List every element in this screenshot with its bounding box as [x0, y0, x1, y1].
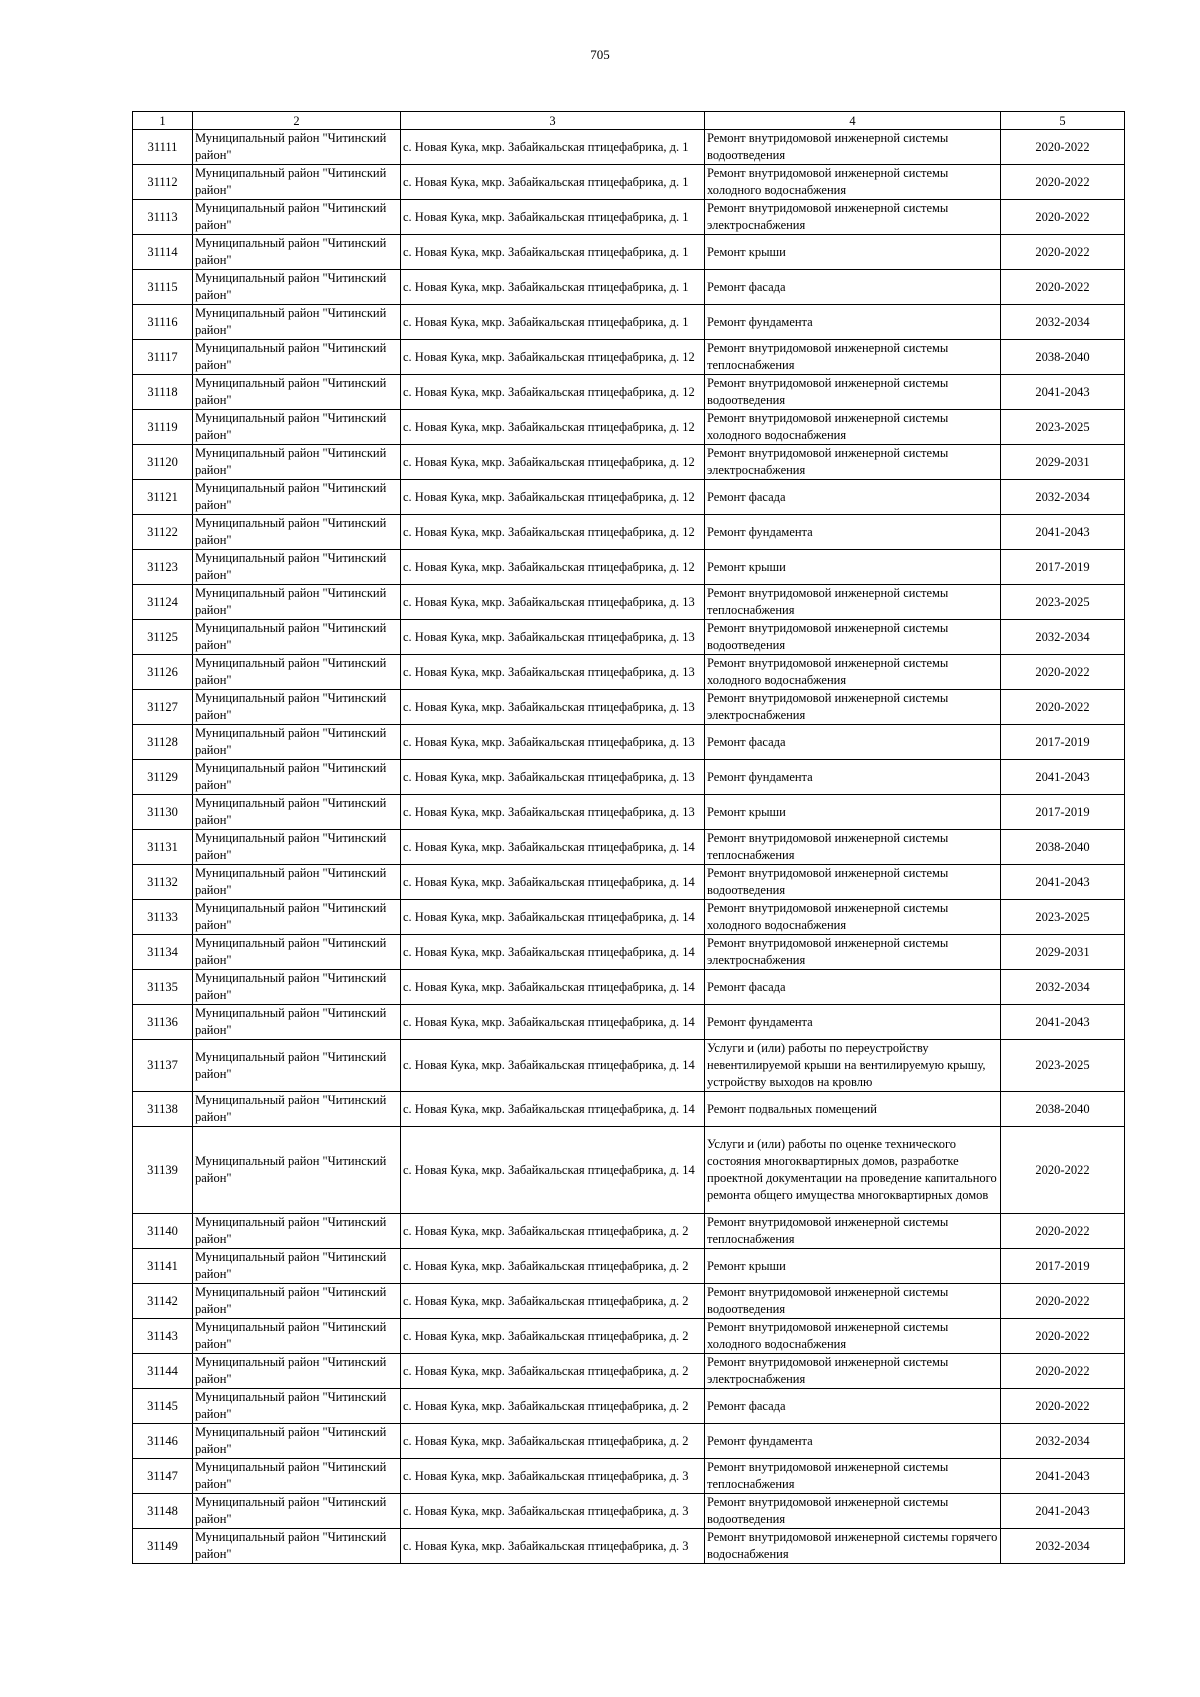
- cell-number: 31149: [133, 1529, 193, 1564]
- cell-work-type: Ремонт внутридомовой инженерной системы водоотведения: [705, 375, 1001, 410]
- cell-municipality: Муниципальный район "Читинский район": [193, 830, 401, 865]
- cell-address: с. Новая Кука, мкр. Забайкальская птицефабрика, д. 1: [401, 305, 705, 340]
- cell-work-type: Ремонт внутридомовой инженерной системы холодного водоснабжения: [705, 410, 1001, 445]
- cell-work-type: Ремонт фасада: [705, 480, 1001, 515]
- table-row: [133, 690, 1125, 725]
- cell-period: 2017-2019: [1001, 725, 1125, 760]
- cell-work-type: Ремонт внутридомовой инженерной системы электроснабжения: [705, 445, 1001, 480]
- cell-address: с. Новая Кука, мкр. Забайкальская птицефабрика, д. 1: [401, 165, 705, 200]
- cell-number: 31126: [133, 655, 193, 690]
- cell-work-type: Ремонт фасада: [705, 725, 1001, 760]
- cell-period: 2020-2022: [1001, 235, 1125, 270]
- cell-address: с. Новая Кука, мкр. Забайкальская птицефабрика, д. 1: [401, 200, 705, 235]
- cell-address: с. Новая Кука, мкр. Забайкальская птицефабрика, д. 12: [401, 375, 705, 410]
- cell-period: 2020-2022: [1001, 1319, 1125, 1354]
- cell-period: 2032-2034: [1001, 620, 1125, 655]
- cell-number: 31127: [133, 690, 193, 725]
- cell-number: 31134: [133, 935, 193, 970]
- cell-address: с. Новая Кука, мкр. Забайкальская птицефабрика, д. 13: [401, 620, 705, 655]
- table-row: [133, 270, 1125, 305]
- cell-number: 31123: [133, 550, 193, 585]
- cell-municipality: Муниципальный район "Читинский район": [193, 1389, 401, 1424]
- table-row: [133, 410, 1125, 445]
- cell-address: с. Новая Кука, мкр. Забайкальская птицефабрика, д. 3: [401, 1494, 705, 1529]
- cell-address: с. Новая Кука, мкр. Забайкальская птицефабрика, д. 12: [401, 340, 705, 375]
- cell-period: 2041-2043: [1001, 1005, 1125, 1040]
- table-row: [133, 1005, 1125, 1040]
- cell-address: с. Новая Кука, мкр. Забайкальская птицефабрика, д. 14: [401, 1127, 705, 1214]
- table-row: [133, 830, 1125, 865]
- cell-address: с. Новая Кука, мкр. Забайкальская птицефабрика, д. 12: [401, 480, 705, 515]
- cell-municipality: Муниципальный район "Читинский район": [193, 655, 401, 690]
- cell-municipality: Муниципальный район "Читинский район": [193, 1319, 401, 1354]
- cell-municipality: Муниципальный район "Читинский район": [193, 480, 401, 515]
- cell-period: 2041-2043: [1001, 1459, 1125, 1494]
- table-row: [133, 1249, 1125, 1284]
- table-row: [133, 1529, 1125, 1564]
- cell-work-type: Ремонт внутридомовой инженерной системы водоотведения: [705, 1494, 1001, 1529]
- cell-period: 2020-2022: [1001, 165, 1125, 200]
- cell-municipality: Муниципальный район "Читинский район": [193, 515, 401, 550]
- cell-period: 2023-2025: [1001, 410, 1125, 445]
- cell-work-type: Ремонт крыши: [705, 1249, 1001, 1284]
- cell-number: 31125: [133, 620, 193, 655]
- cell-municipality: Муниципальный район "Читинский район": [193, 1040, 401, 1092]
- cell-period: 2020-2022: [1001, 270, 1125, 305]
- cell-work-type: Ремонт фундамента: [705, 1005, 1001, 1040]
- table-row: [133, 305, 1125, 340]
- cell-work-type: Ремонт внутридомовой инженерной системы водоотведения: [705, 130, 1001, 165]
- table-row: [133, 340, 1125, 375]
- cell-municipality: Муниципальный район "Читинский район": [193, 760, 401, 795]
- cell-address: с. Новая Кука, мкр. Забайкальская птицефабрика, д. 14: [401, 865, 705, 900]
- table-row: [133, 130, 1125, 165]
- cell-work-type: Ремонт фундамента: [705, 515, 1001, 550]
- cell-period: 2032-2034: [1001, 1529, 1125, 1564]
- cell-municipality: Муниципальный район "Читинский район": [193, 340, 401, 375]
- cell-number: 31121: [133, 480, 193, 515]
- cell-period: 2032-2034: [1001, 305, 1125, 340]
- cell-period: 2020-2022: [1001, 1214, 1125, 1249]
- cell-municipality: Муниципальный район "Читинский район": [193, 130, 401, 165]
- cell-municipality: Муниципальный район "Читинский район": [193, 1494, 401, 1529]
- cell-period: 2038-2040: [1001, 340, 1125, 375]
- cell-period: 2041-2043: [1001, 375, 1125, 410]
- cell-address: с. Новая Кука, мкр. Забайкальская птицефабрика, д. 13: [401, 760, 705, 795]
- table-row: [133, 655, 1125, 690]
- cell-municipality: Муниципальный район "Читинский район": [193, 200, 401, 235]
- cell-municipality: Муниципальный район "Читинский район": [193, 1127, 401, 1214]
- cell-period: 2023-2025: [1001, 1040, 1125, 1092]
- cell-number: 31139: [133, 1127, 193, 1214]
- cell-number: 31117: [133, 340, 193, 375]
- cell-number: 31148: [133, 1494, 193, 1529]
- cell-address: с. Новая Кука, мкр. Забайкальская птицефабрика, д. 2: [401, 1354, 705, 1389]
- cell-work-type: Ремонт внутридомовой инженерной системы водоотведения: [705, 865, 1001, 900]
- cell-address: с. Новая Кука, мкр. Забайкальская птицефабрика, д. 3: [401, 1529, 705, 1564]
- cell-address: с. Новая Кука, мкр. Забайкальская птицефабрика, д. 13: [401, 795, 705, 830]
- cell-municipality: Муниципальный район "Читинский район": [193, 620, 401, 655]
- cell-municipality: Муниципальный район "Читинский район": [193, 1424, 401, 1459]
- cell-address: с. Новая Кука, мкр. Забайкальская птицефабрика, д. 14: [401, 900, 705, 935]
- cell-municipality: Муниципальный район "Читинский район": [193, 1354, 401, 1389]
- column-header: 2: [193, 112, 401, 130]
- cell-number: 31138: [133, 1092, 193, 1127]
- cell-period: 2020-2022: [1001, 690, 1125, 725]
- cell-number: 31145: [133, 1389, 193, 1424]
- table-row: [133, 1494, 1125, 1529]
- cell-municipality: Муниципальный район "Читинский район": [193, 550, 401, 585]
- cell-municipality: Муниципальный район "Читинский район": [193, 1459, 401, 1494]
- table-row: [133, 515, 1125, 550]
- cell-municipality: Муниципальный район "Читинский район": [193, 410, 401, 445]
- cell-work-type: Ремонт фасада: [705, 270, 1001, 305]
- cell-municipality: Муниципальный район "Читинский район": [193, 865, 401, 900]
- cell-municipality: Муниципальный район "Читинский район": [193, 585, 401, 620]
- cell-work-type: Ремонт фундамента: [705, 1424, 1001, 1459]
- cell-municipality: Муниципальный район "Читинский район": [193, 1214, 401, 1249]
- cell-number: 31141: [133, 1249, 193, 1284]
- cell-number: 31128: [133, 725, 193, 760]
- cell-address: с. Новая Кука, мкр. Забайкальская птицефабрика, д. 14: [401, 1040, 705, 1092]
- cell-address: с. Новая Кука, мкр. Забайкальская птицефабрика, д. 14: [401, 1092, 705, 1127]
- cell-municipality: Муниципальный район "Читинский район": [193, 165, 401, 200]
- cell-address: с. Новая Кука, мкр. Забайкальская птицефабрика, д. 3: [401, 1459, 705, 1494]
- table-row: [133, 900, 1125, 935]
- cell-work-type: Ремонт внутридомовой инженерной системы электроснабжения: [705, 935, 1001, 970]
- cell-work-type: Ремонт внутридомовой инженерной системы электроснабжения: [705, 690, 1001, 725]
- cell-address: с. Новая Кука, мкр. Забайкальская птицефабрика, д. 12: [401, 445, 705, 480]
- table-row: [133, 1424, 1125, 1459]
- cell-work-type: Ремонт внутридомовой инженерной системы холодного водоснабжения: [705, 655, 1001, 690]
- cell-number: 31120: [133, 445, 193, 480]
- cell-period: 2029-2031: [1001, 445, 1125, 480]
- cell-work-type: Ремонт внутридомовой инженерной системы холодного водоснабжения: [705, 165, 1001, 200]
- table-row: [133, 725, 1125, 760]
- cell-period: 2020-2022: [1001, 1127, 1125, 1214]
- cell-municipality: Муниципальный район "Читинский район": [193, 935, 401, 970]
- cell-period: 2041-2043: [1001, 760, 1125, 795]
- cell-number: 31124: [133, 585, 193, 620]
- cell-municipality: Муниципальный район "Читинский район": [193, 305, 401, 340]
- cell-work-type: Ремонт внутридомовой инженерной системы водоотведения: [705, 1284, 1001, 1319]
- cell-period: 2020-2022: [1001, 130, 1125, 165]
- cell-number: 31143: [133, 1319, 193, 1354]
- cell-work-type: Услуги и (или) работы по оценке технического состояния многоквартирных домов, разработке проектной документации на проведение капитального ремонта общего имущества многоквартирных домов: [705, 1127, 1001, 1214]
- cell-number: 31137: [133, 1040, 193, 1092]
- cell-municipality: Муниципальный район "Читинский район": [193, 375, 401, 410]
- cell-number: 31132: [133, 865, 193, 900]
- cell-number: 31142: [133, 1284, 193, 1319]
- cell-number: 31113: [133, 200, 193, 235]
- cell-period: 2032-2034: [1001, 970, 1125, 1005]
- cell-municipality: Муниципальный район "Читинский район": [193, 1284, 401, 1319]
- cell-period: 2023-2025: [1001, 585, 1125, 620]
- cell-municipality: Муниципальный район "Читинский район": [193, 900, 401, 935]
- table-row: [133, 375, 1125, 410]
- cell-work-type: Ремонт крыши: [705, 235, 1001, 270]
- table-row: [133, 1354, 1125, 1389]
- cell-municipality: Муниципальный район "Читинский район": [193, 235, 401, 270]
- cell-work-type: Услуги и (или) работы по переустройству невентилируемой крыши на вентилируемую крышу, устройству выходов на кровлю: [705, 1040, 1001, 1092]
- cell-address: с. Новая Кука, мкр. Забайкальская птицефабрика, д. 12: [401, 550, 705, 585]
- cell-address: с. Новая Кука, мкр. Забайкальская птицефабрика, д. 2: [401, 1319, 705, 1354]
- table-row: [133, 1127, 1125, 1214]
- cell-number: 31133: [133, 900, 193, 935]
- table-body: [133, 130, 1125, 1564]
- table-row: [133, 865, 1125, 900]
- cell-number: 31140: [133, 1214, 193, 1249]
- cell-work-type: Ремонт крыши: [705, 795, 1001, 830]
- cell-address: с. Новая Кука, мкр. Забайкальская птицефабрика, д. 2: [401, 1214, 705, 1249]
- cell-number: 31136: [133, 1005, 193, 1040]
- cell-number: 31144: [133, 1354, 193, 1389]
- cell-period: 2029-2031: [1001, 935, 1125, 970]
- cell-period: 2020-2022: [1001, 655, 1125, 690]
- cell-address: с. Новая Кука, мкр. Забайкальская птицефабрика, д. 1: [401, 270, 705, 305]
- table-row: [133, 1459, 1125, 1494]
- cell-municipality: Муниципальный район "Читинский район": [193, 1249, 401, 1284]
- cell-period: 2038-2040: [1001, 830, 1125, 865]
- cell-work-type: Ремонт внутридомовой инженерной системы теплоснабжения: [705, 1459, 1001, 1494]
- cell-work-type: Ремонт внутридомовой инженерной системы холодного водоснабжения: [705, 900, 1001, 935]
- table-row: [133, 1319, 1125, 1354]
- cell-work-type: Ремонт фундамента: [705, 305, 1001, 340]
- cell-address: с. Новая Кука, мкр. Забайкальская птицефабрика, д. 12: [401, 515, 705, 550]
- cell-work-type: Ремонт фундамента: [705, 760, 1001, 795]
- cell-period: 2020-2022: [1001, 1389, 1125, 1424]
- table-row: [133, 1040, 1125, 1092]
- cell-number: 31114: [133, 235, 193, 270]
- cell-period: 2020-2022: [1001, 1354, 1125, 1389]
- cell-address: с. Новая Кука, мкр. Забайкальская птицефабрика, д. 13: [401, 655, 705, 690]
- cell-address: с. Новая Кука, мкр. Забайкальская птицефабрика, д. 12: [401, 410, 705, 445]
- cell-period: 2017-2019: [1001, 550, 1125, 585]
- cell-period: 2041-2043: [1001, 1494, 1125, 1529]
- capital-repair-table: [132, 111, 1125, 1564]
- cell-address: с. Новая Кука, мкр. Забайкальская птицефабрика, д. 14: [401, 1005, 705, 1040]
- table-row: [133, 795, 1125, 830]
- cell-number: 31131: [133, 830, 193, 865]
- cell-period: 2041-2043: [1001, 515, 1125, 550]
- cell-municipality: Муниципальный район "Читинский район": [193, 725, 401, 760]
- cell-number: 31118: [133, 375, 193, 410]
- cell-work-type: Ремонт внутридомовой инженерной системы холодного водоснабжения: [705, 1319, 1001, 1354]
- page-number: 705: [590, 47, 610, 62]
- cell-work-type: Ремонт фасада: [705, 1389, 1001, 1424]
- cell-municipality: Муниципальный район "Читинский район": [193, 270, 401, 305]
- column-header: 3: [401, 112, 705, 130]
- cell-work-type: Ремонт крыши: [705, 550, 1001, 585]
- cell-municipality: Муниципальный район "Читинский район": [193, 1092, 401, 1127]
- cell-municipality: Муниципальный район "Читинский район": [193, 690, 401, 725]
- cell-number: 31112: [133, 165, 193, 200]
- cell-municipality: Муниципальный район "Читинский район": [193, 795, 401, 830]
- table-row: [133, 585, 1125, 620]
- column-header: 5: [1001, 112, 1125, 130]
- cell-number: 31122: [133, 515, 193, 550]
- cell-municipality: Муниципальный район "Читинский район": [193, 1005, 401, 1040]
- cell-address: с. Новая Кука, мкр. Забайкальская птицефабрика, д. 14: [401, 935, 705, 970]
- cell-address: с. Новая Кука, мкр. Забайкальская птицефабрика, д. 14: [401, 830, 705, 865]
- cell-work-type: Ремонт внутридомовой инженерной системы электроснабжения: [705, 1354, 1001, 1389]
- table-row: [133, 480, 1125, 515]
- cell-work-type: Ремонт внутридомовой инженерной системы теплоснабжения: [705, 340, 1001, 375]
- cell-number: 31146: [133, 1424, 193, 1459]
- cell-municipality: Муниципальный район "Читинский район": [193, 1529, 401, 1564]
- cell-work-type: Ремонт внутридомовой инженерной системы водоотведения: [705, 620, 1001, 655]
- table-row: [133, 1092, 1125, 1127]
- cell-number: 31147: [133, 1459, 193, 1494]
- table-row: [133, 550, 1125, 585]
- cell-municipality: Муниципальный район "Читинский район": [193, 970, 401, 1005]
- cell-number: 31111: [133, 130, 193, 165]
- cell-period: 2032-2034: [1001, 480, 1125, 515]
- table-row: [133, 970, 1125, 1005]
- table-row: [133, 935, 1125, 970]
- table-row: [133, 200, 1125, 235]
- cell-work-type: Ремонт внутридомовой инженерной системы теплоснабжения: [705, 585, 1001, 620]
- cell-address: с. Новая Кука, мкр. Забайкальская птицефабрика, д. 13: [401, 690, 705, 725]
- cell-address: с. Новая Кука, мкр. Забайкальская птицефабрика, д. 2: [401, 1389, 705, 1424]
- cell-address: с. Новая Кука, мкр. Забайкальская птицефабрика, д. 1: [401, 130, 705, 165]
- table-row: [133, 1214, 1125, 1249]
- cell-address: с. Новая Кука, мкр. Забайкальская птицефабрика, д. 13: [401, 585, 705, 620]
- table-header-row: [133, 112, 1125, 130]
- cell-period: 2017-2019: [1001, 1249, 1125, 1284]
- cell-address: с. Новая Кука, мкр. Забайкальская птицефабрика, д. 13: [401, 725, 705, 760]
- table-row: [133, 620, 1125, 655]
- cell-address: с. Новая Кука, мкр. Забайкальская птицефабрика, д. 2: [401, 1424, 705, 1459]
- cell-municipality: Муниципальный район "Читинский район": [193, 445, 401, 480]
- cell-address: с. Новая Кука, мкр. Забайкальская птицефабрика, д. 14: [401, 970, 705, 1005]
- cell-number: 31116: [133, 305, 193, 340]
- cell-period: 2020-2022: [1001, 1284, 1125, 1319]
- table-row: [133, 1389, 1125, 1424]
- cell-period: 2020-2022: [1001, 200, 1125, 235]
- cell-work-type: Ремонт фасада: [705, 970, 1001, 1005]
- cell-period: 2032-2034: [1001, 1424, 1125, 1459]
- table-row: [133, 1284, 1125, 1319]
- cell-period: 2041-2043: [1001, 865, 1125, 900]
- cell-work-type: Ремонт внутридомовой инженерной системы электроснабжения: [705, 200, 1001, 235]
- cell-work-type: Ремонт подвальных помещений: [705, 1092, 1001, 1127]
- cell-address: с. Новая Кука, мкр. Забайкальская птицефабрика, д. 1: [401, 235, 705, 270]
- cell-period: 2023-2025: [1001, 900, 1125, 935]
- cell-period: 2038-2040: [1001, 1092, 1125, 1127]
- cell-work-type: Ремонт внутридомовой инженерной системы горячего водоснабжения: [705, 1529, 1001, 1564]
- table-row: [133, 165, 1125, 200]
- cell-address: с. Новая Кука, мкр. Забайкальская птицефабрика, д. 2: [401, 1284, 705, 1319]
- table-row: [133, 760, 1125, 795]
- column-header: 1: [133, 112, 193, 130]
- cell-period: 2017-2019: [1001, 795, 1125, 830]
- cell-number: 31135: [133, 970, 193, 1005]
- cell-number: 31115: [133, 270, 193, 305]
- cell-number: 31129: [133, 760, 193, 795]
- table-row: [133, 235, 1125, 270]
- cell-number: 31130: [133, 795, 193, 830]
- cell-address: с. Новая Кука, мкр. Забайкальская птицефабрика, д. 2: [401, 1249, 705, 1284]
- cell-work-type: Ремонт внутридомовой инженерной системы теплоснабжения: [705, 1214, 1001, 1249]
- cell-number: 31119: [133, 410, 193, 445]
- cell-work-type: Ремонт внутридомовой инженерной системы теплоснабжения: [705, 830, 1001, 865]
- table-row: [133, 445, 1125, 480]
- column-header: 4: [705, 112, 1001, 130]
